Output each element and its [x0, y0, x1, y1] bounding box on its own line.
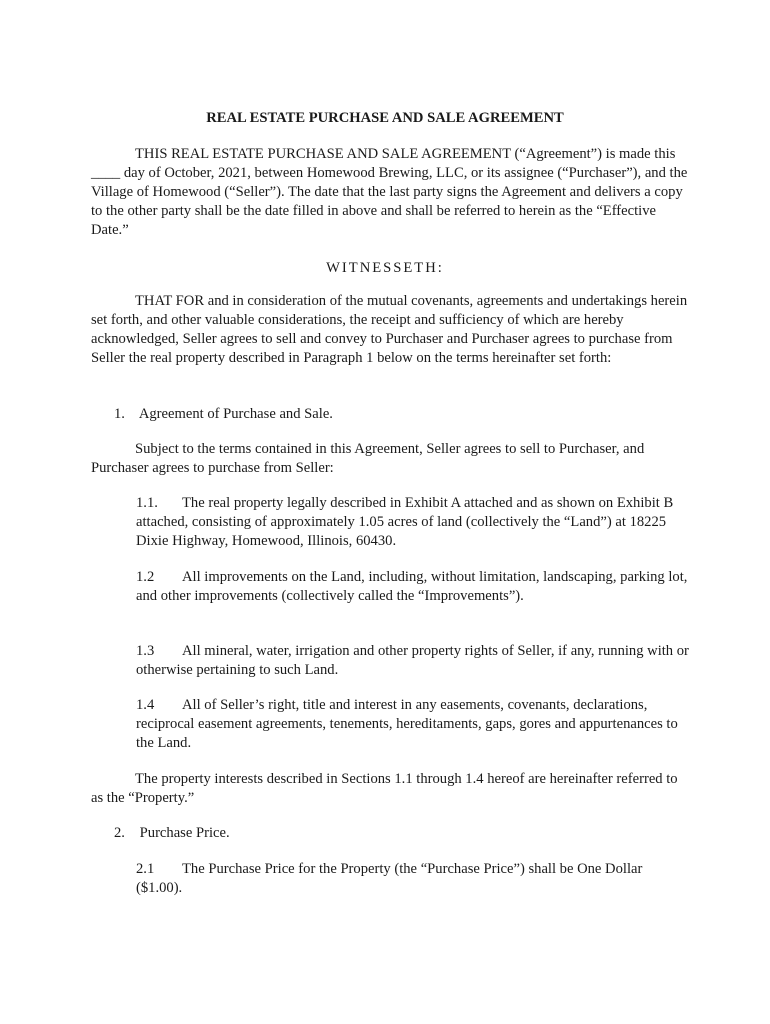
subsection-text: The real property legally described in Exhibit A attached and as shown on Exhibit B attached, consisting of approximately 1.05 acres of land (collectively the “Land”) at 18225 Dixie Highway, Homewood, Illinois, 60430.: [136, 495, 674, 549]
intro-paragraph: THIS REAL ESTATE PURCHASE AND SALE AGREEMENT (“Agreement”) is made this ____ day of October, 2021, between Homewood Brewing, LLC, or its assignee (“Purchaser”), and the Village of Homewood (“Seller”). The date that the last party signs the Agreement and delivers a copy to the other party shall be the date filled in above and shall be referred to herein as the “Effective Date.”: [91, 146, 688, 238]
subsection-number: 1.1.: [136, 495, 158, 511]
subsection-1-4: [136, 696, 691, 753]
subsection-text: The Purchase Price for the Property (the “Purchase Price”) shall be One Dollar ($1.00).: [136, 861, 643, 896]
section-2-heading: [114, 824, 230, 843]
witnesseth-heading: WITNESSETH:: [326, 260, 444, 276]
subsection-1-2: [136, 568, 691, 606]
subsection-number: 1.4: [136, 697, 155, 713]
section-1-closing: The property interests described in Sections 1.1 through 1.4 hereof are hereinafter referred to as the “Property.”: [91, 771, 678, 806]
section-1-heading: [114, 405, 333, 424]
section-1-title: Agreement of Purchase and Sale.: [138, 406, 333, 422]
section-2-title: Purchase Price.: [139, 825, 230, 841]
subsection-text: All improvements on the Land, including, without limitation, landscaping, parking lot, and other improvements (collectively called the “Improvements”).: [136, 569, 688, 604]
document-title: REAL ESTATE PURCHASE AND SALE AGREEMENT: [206, 110, 564, 126]
section-1-body: Subject to the terms contained in this Agreement, Seller agrees to sell to Purchaser, and Purchaser agrees to purchase from Seller:: [91, 441, 645, 476]
subsection-2-1: [136, 860, 691, 898]
subsection-text: All mineral, water, irrigation and other property rights of Seller, if any, running with or otherwise pertaining to such Land.: [136, 643, 689, 678]
section-2-number: 2.: [114, 825, 125, 841]
subsection-number: 1.2: [136, 569, 155, 585]
subsection-1-3: [136, 642, 691, 680]
subsection-text: All of Seller’s right, title and interest in any easements, covenants, declarations, reciprocal easement agreements, tenements, hereditaments, gaps, gores and appurtenances to the Land.: [136, 697, 678, 751]
subsection-1-1: [136, 494, 691, 551]
section-1-number: 1.: [114, 406, 125, 422]
recital-paragraph: THAT FOR and in consideration of the mutual covenants, agreements and undertakings herein set forth, and other valuable considerations, the receipt and sufficiency of which are hereby acknowledged, Seller agrees to sell and convey to Purchaser and Purchaser agrees to purchase from Seller the real property described in Paragraph 1 below on the terms hereinafter set forth:: [91, 293, 688, 366]
subsection-number: 2.1: [136, 861, 155, 877]
subsection-number: 1.3: [136, 643, 155, 659]
